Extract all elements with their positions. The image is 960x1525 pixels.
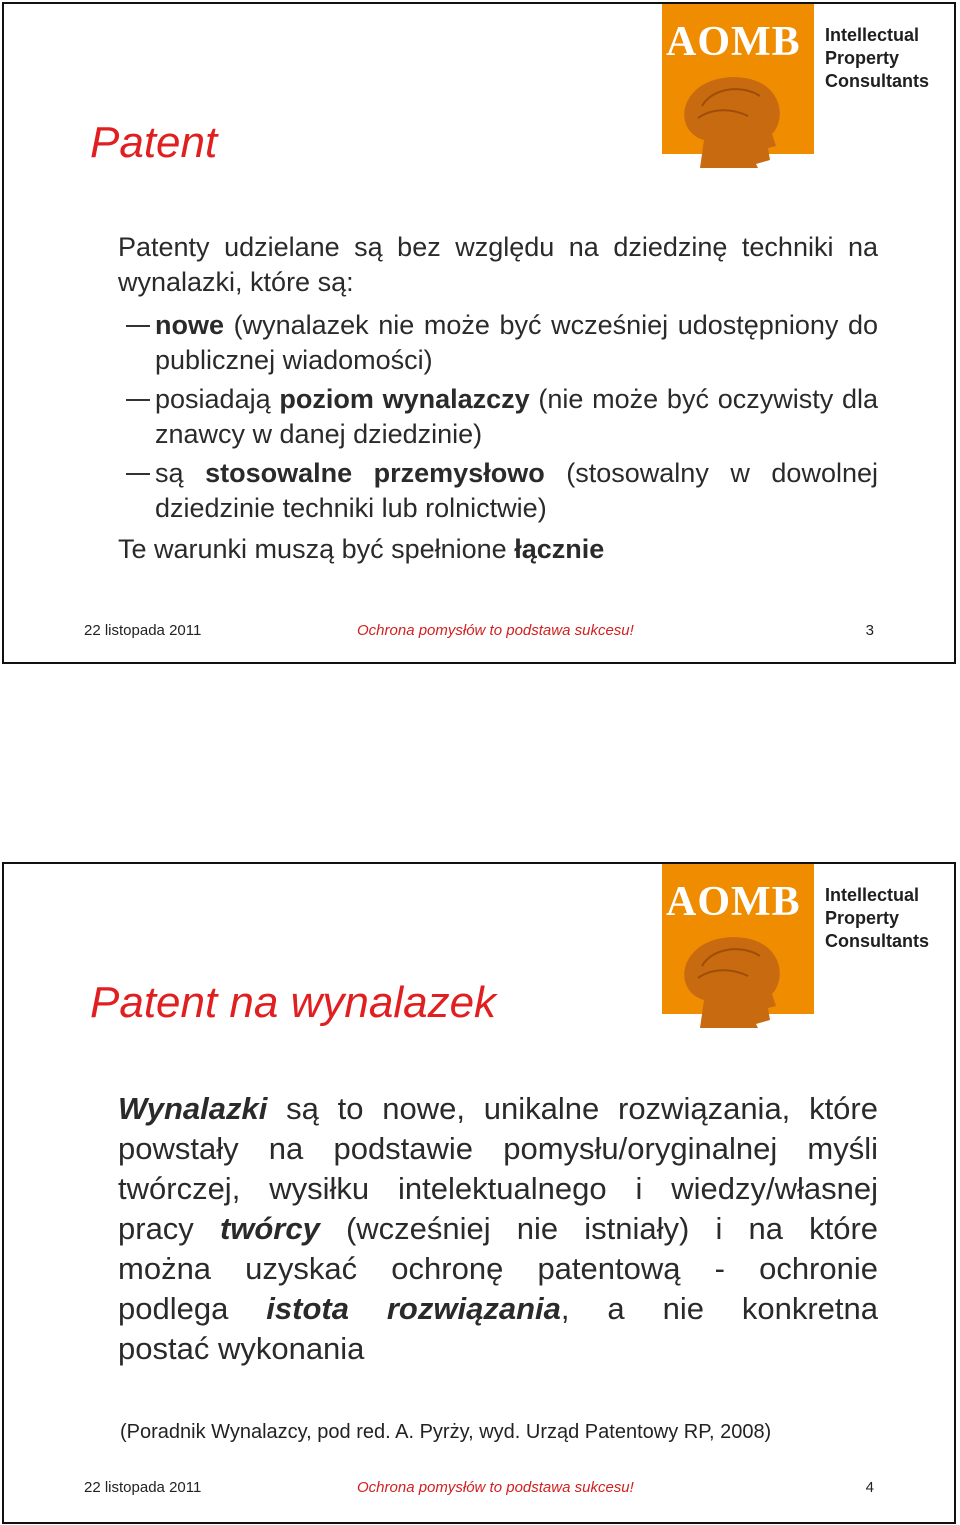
logo-orange-block — [662, 4, 814, 154]
bold-italic-term: istota rozwiązania — [266, 1291, 561, 1326]
dash-icon — [118, 382, 155, 452]
aomb-logo — [662, 864, 954, 1030]
intro-text: Patenty udzielane są bez względu na dziedzinę techniki na wynalazki, które są: — [118, 232, 878, 297]
list-item — [118, 382, 878, 452]
text-line: twórczej, wysiłku intelektualnego i wiedzy/własnej — [118, 1171, 878, 1206]
slide-title: Patent na wynalazek — [90, 978, 497, 1027]
text-line: powstały na podstawie pomysłu/oryginalnej myśli — [118, 1131, 878, 1166]
dash-icon — [118, 308, 155, 378]
source-citation: (Poradnik Wynalazcy, pod red. A. Pyrży, wyd. Urząd Patentowy RP, 2008) — [120, 1421, 772, 1443]
bullet-text: (nie może być oczywisty dla znawcy w danej dziedzinie) — [155, 384, 878, 449]
bold-italic-term: Wynalazki — [118, 1091, 268, 1126]
line-text: podlega — [118, 1291, 267, 1326]
slide-4 — [2, 862, 956, 1524]
text-line: można uzyskać ochronę patentową - ochronie — [118, 1251, 878, 1286]
text-line — [118, 1089, 878, 1129]
line-text: (wcześniej nie istniały) i na które — [319, 1211, 879, 1246]
text-line: postać wykonania — [118, 1331, 365, 1366]
line-text: są to nowe, unikalne rozwiązania, które — [267, 1091, 878, 1126]
dash-icon — [118, 456, 155, 526]
line-text: , a nie konkretna — [560, 1291, 879, 1326]
logo-text: AOMB — [666, 19, 801, 65]
slide-3 — [2, 2, 956, 664]
page-number: 4 — [865, 1479, 874, 1496]
list-item — [118, 456, 878, 526]
footer-date: 22 listopada 2011 — [84, 622, 202, 639]
bold-term: poziom wynalazczy — [279, 384, 530, 414]
bullet-text: (wynalazek nie może być wcześniej udostępniony do publicznej wiadomości) — [155, 310, 878, 375]
bullet-text: posiadają — [155, 384, 280, 414]
closing-text-plain: Te warunki muszą być spełnione — [118, 534, 515, 564]
footer-slogan: Ochrona pomysłów to podstawa sukcesu! — [357, 622, 634, 639]
bullet-text: (stosowalny w dowolnej dziedzinie techniki lub rolnictwie) — [155, 458, 878, 523]
page-number: 3 — [865, 622, 874, 639]
slide-body — [118, 230, 878, 567]
logo-tagline: Intellectual Property Consultants — [825, 25, 930, 91]
bold-term: stosowalne przemysłowo — [205, 458, 545, 488]
definition-text — [118, 1089, 878, 1369]
list-item — [118, 308, 878, 378]
slide-title: Patent — [90, 118, 218, 167]
logo-tagline: Intellectual Property Consultants — [825, 885, 930, 951]
aomb-logo — [662, 4, 954, 170]
text-line — [118, 1209, 878, 1249]
text-line — [118, 1289, 878, 1329]
logo-text: AOMB — [666, 879, 801, 925]
bold-term: łącznie — [514, 534, 605, 564]
head-silhouette-icon — [672, 928, 802, 1028]
footer-date: 22 listopada 2011 — [84, 1479, 202, 1496]
bold-term: nowe — [155, 310, 225, 340]
bullet-text: są — [155, 458, 206, 488]
head-silhouette-icon — [672, 68, 802, 168]
bold-italic-term: twórcy — [219, 1211, 320, 1246]
logo-orange-block — [662, 864, 814, 1014]
closing-text — [118, 532, 878, 567]
line-text: pracy — [118, 1211, 220, 1246]
footer-slogan: Ochrona pomysłów to podstawa sukcesu! — [357, 1479, 634, 1496]
